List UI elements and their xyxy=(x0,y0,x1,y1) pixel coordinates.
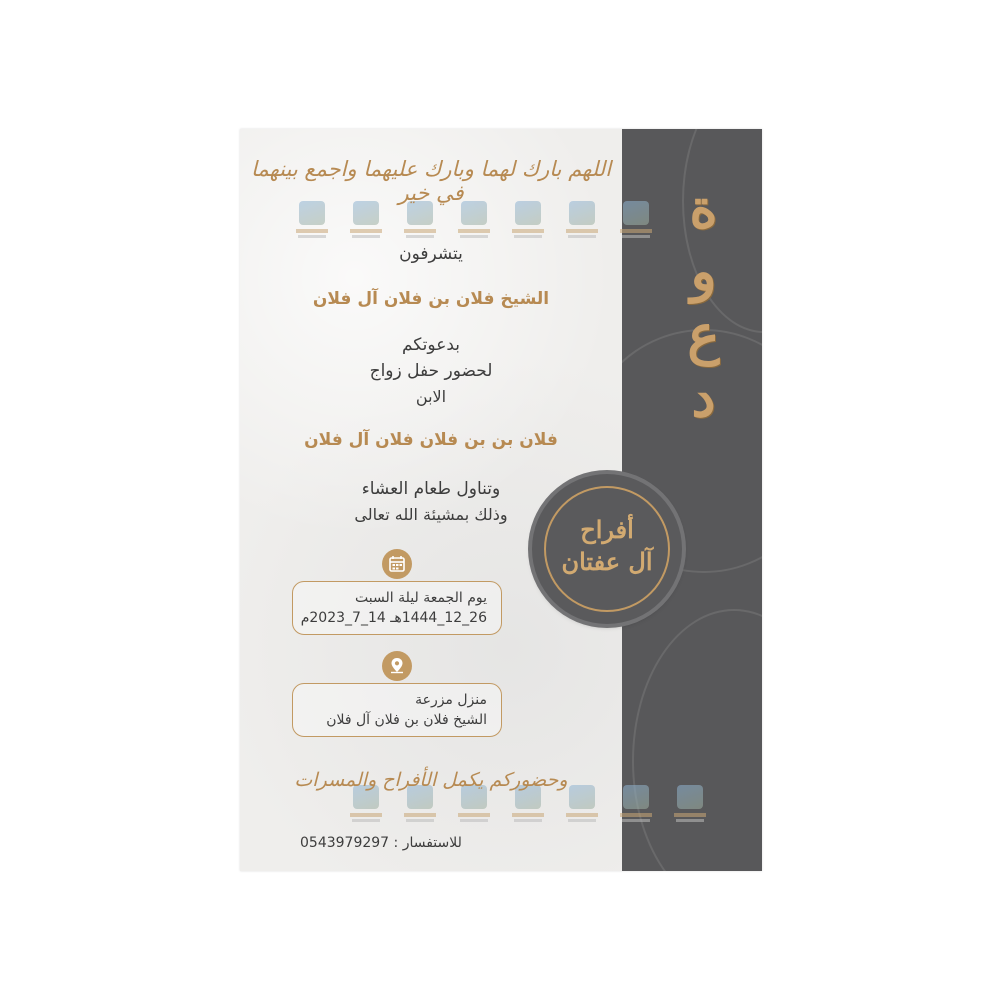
seal-line-2: آل عفتان xyxy=(561,547,653,576)
invitation-card xyxy=(240,129,762,871)
watermark-icon xyxy=(456,785,492,825)
watermark-icon xyxy=(672,785,708,825)
invitation-title: دعوة xyxy=(672,177,736,429)
watermark-icon xyxy=(618,785,654,825)
calendar-icon xyxy=(382,549,412,579)
watermark-icon xyxy=(348,201,384,241)
watermark-icon xyxy=(402,785,438,825)
location-box xyxy=(292,683,502,737)
prayer-text: اللهم بارك لهما وبارك عليهما واجمع بينهما في خير xyxy=(250,157,612,205)
location-pin-icon xyxy=(382,651,412,681)
watermark-icon xyxy=(618,201,654,241)
will-text: وذلك بمشيئة الله تعالى xyxy=(354,505,508,524)
invite-line-1: بدعوتكم xyxy=(401,335,460,355)
family-seal-logo xyxy=(532,474,682,624)
seal-line-1: أفراح xyxy=(580,515,634,544)
watermark-icon xyxy=(510,785,546,825)
decor-swirl xyxy=(632,609,762,871)
contact-text: للاستفسار : 0543979297 xyxy=(300,835,462,851)
date-box xyxy=(292,581,502,635)
date-day: يوم الجمعة ليلة السبت xyxy=(355,590,487,606)
watermark-icon xyxy=(294,201,330,241)
location-line-1: منزل مزرعة xyxy=(415,692,487,708)
honored-text: يتشرفون xyxy=(399,244,463,264)
closing-text: وحضوركم يكمل الأفراح والمسرات xyxy=(294,769,568,791)
host-name: الشيخ فلان بن فلان آل فلان xyxy=(312,289,550,309)
groom-name: فلان بن بن فلان فلان آل فلان xyxy=(304,430,558,450)
date-full: 26_12_1444هـ 14_7_2023م xyxy=(300,610,487,626)
invite-line-2: لحضور حفل زواج xyxy=(369,361,493,381)
watermark-icon xyxy=(564,785,600,825)
invite-line-3: الابن xyxy=(415,387,447,406)
watermark-icon xyxy=(510,201,546,241)
location-line-2: الشيخ فلان بن فلان آل فلان xyxy=(326,712,487,728)
dinner-text: وتناول طعام العشاء xyxy=(361,479,501,499)
watermark-icon xyxy=(402,201,438,241)
watermark-icon xyxy=(564,201,600,241)
watermark-icon xyxy=(456,201,492,241)
watermark-icon xyxy=(348,785,384,825)
